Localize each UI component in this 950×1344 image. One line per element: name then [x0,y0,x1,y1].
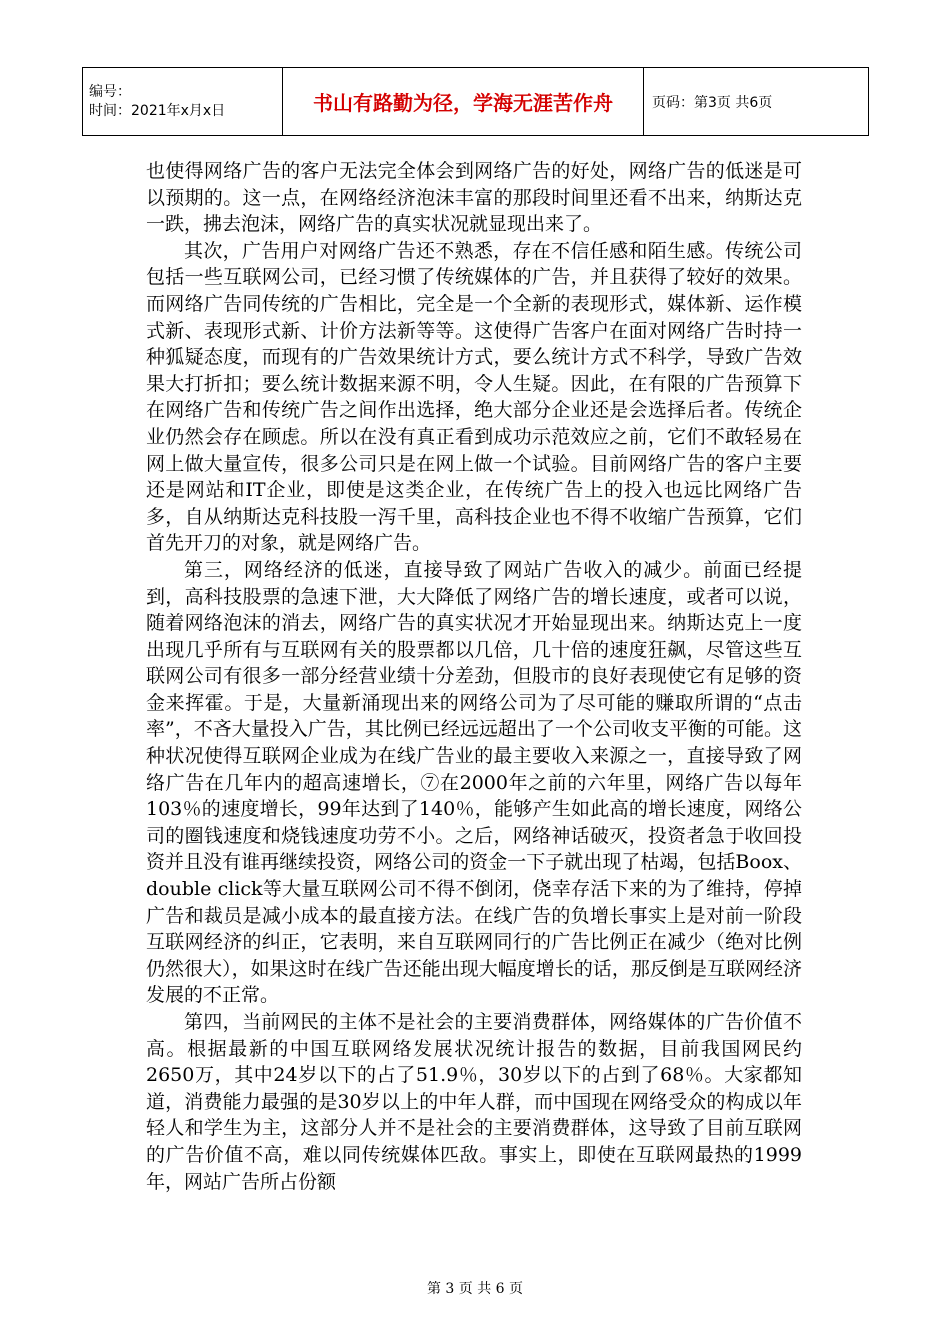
page-footer: 第 3 页 共 6 页 [426,1281,524,1297]
document-number-label: 编号： [89,83,131,100]
header-motto: 书山有路勤为径，学海无涯苦作舟 [283,68,644,136]
document-body [146,158,802,1195]
header-meta-cell [83,68,283,136]
paragraph-fourth-point: 第四，当前网民的主体不是社会的主要消费群体，网络媒体的广告价值不高。根据最新的中国互联网络发展状况统计报告的数据，目前我国网民约2650万，其中24岁以下的占了51.9％，30岁以下的占到了68％。大家都知道，消费能力最强的是30岁以上的中年人群，而中国现在网络受众的构成以年轻人和学生为主，这部分人并不是社会的主要消费群体，这导致了目前互联网的广告价值不高，难以同传统媒体匹敌。事实上，即使在互联网最热的1999年，网站广告所占份额 [146,1011,802,1193]
paragraph-third-point: 第三，网络经济的低迷，直接导致了网站广告收入的减少。前面已经提到，高科技股票的急速下泄，大大降低了网络广告的增长速度，或者可以说，随着网络泡沫的消去，网络广告的真实状况才开始显现出来。纳斯达克上一度出现几乎所有与互联网有关的股票都以几倍，几十倍的速度狂飙，尽管这些互联网公司有很多一部分经营业绩十分差劲，但股市的良好表现使它有足够的资金来挥霍。于是，大量新涌现出来的网络公司为了尽可能的赚取所谓的“点击率”，不吝大量投入广告，其比例已经远远超出了一个公司收支平衡的可能。这种状况使得互联网企业成为在线广告业的最主要收入来源之一，直接导致了网络广告在几年内的超高速增长，⑦在2000年之前的六年里，网络广告以每年103％的速度增长，99年达到了140％，能够产生如此高的增长速度，网络公司的圈钱速度和烧钱速度功劳不小。之后，网络神话破灭，投资者急于收回投资并且没有谁再继续投资，网络公司的资金一下子就出现了枯竭，包括Boox、double click等大量互联网公司不得不倒闭，侥幸存活下来的为了维持，停掉广告和裁员是减小成本的最直接方法。在线广告的负增长事实上是对前一阶段互联网经济的纠正，它表明，来自互联网同行的广告比例正在减少（绝对比例仍然很大），如果这时在线广告还能出现大幅度增长的话，那反倒是互联网经济发展的不正常。 [146,558,802,1007]
document-date-label: 时间：2021年x月x日 [89,102,226,119]
paragraph-continuation: 也使得网络广告的客户无法完全体会到网络广告的好处，网络广告的低迷是可以预期的。这一点，在网络经济泡沫丰富的那段时间里还看不出来，纳斯达克一跌，拂去泡沫，网络广告的真实状况就显现出来了。 [146,160,802,236]
header-page-info: 页码：第3页 共6页 [644,68,869,136]
paragraph-second-point: 其次，广告用户对网络广告还不熟悉，存在不信任感和陌生感。传统公司包括一些互联网公司，已经习惯了传统媒体的广告，并且获得了较好的效果。而网络广告同传统的广告相比，完全是一个全新的表现形式，媒体新、运作模式新、表现形式新、计价方法新等等。这使得广告客户在面对网络广告时持一种狐疑态度，而现有的广告效果统计方式，要么统计方式不科学，导致广告效果大打折扣；要么统计数据来源不明，令人生疑。因此，在有限的广告预算下在网络广告和传统广告之间作出选择，绝大部分企业还是会选择后者。传统企业仍然会存在顾虑。所以在没有真正看到成功示范效应之前，它们不敢轻易在网上做大量宣传，很多公司只是在网上做一个试验。目前网络广告的客户主要还是网站和IT企业，即使是这类企业，在传统广告上的投入也远比网络广告多，自从纳斯达克科技股一泻千里，高科技企业也不得不收缩广告预算，它们首先开刀的对象，就是网络广告。 [146,239,802,555]
document-header [82,67,869,136]
